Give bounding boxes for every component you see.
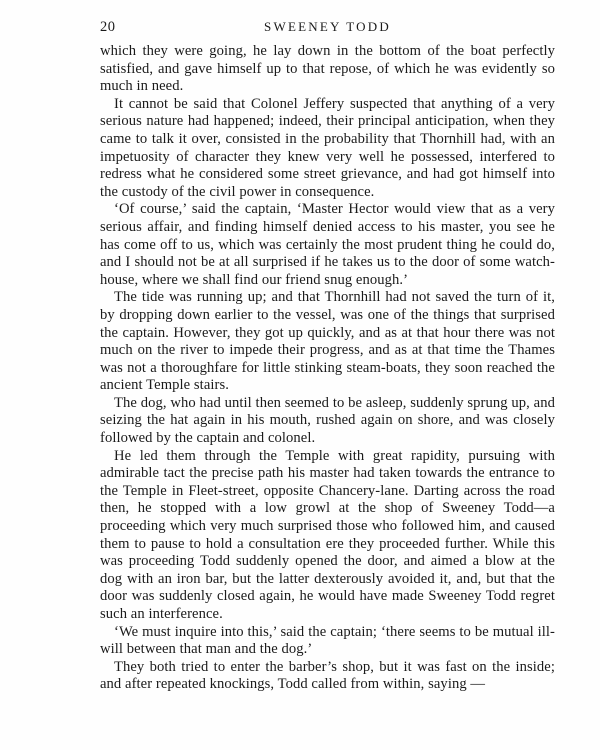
paragraph: The dog, who had until then seemed to be asleep, suddenly sprung up, and seizing the hat again in his mouth, rushed again on shore, and was closely followed by the captain and colonel. — [100, 394, 555, 447]
page-header — [100, 19, 555, 39]
paragraph: The tide was running up; and that Thornhill had not saved the turn of it, by dropping down earlier to the vessel, was one of the things that surprised the captain. However, they got up quickly, and as at that hour there was not much on the river to impede their progress, and as at that time the Thames was not a thoroughfare for little stinking steam-boats, they soon reached the ancient Temple stairs. — [100, 289, 555, 394]
paragraph: It cannot be said that Colonel Jeffery suspected that anything of a very serious nature had happened; indeed, their principal anticipation, when they came to talk it over, consisted in the probability that Thornhill had, with an impetuosity of character they knew very well he possessed, interfered to redress what he considered some street grievance, and had got himself into the custody of the civil power in consequence. — [100, 95, 555, 200]
paragraph-continuation: which they were going, he lay down in the bottom of the boat perfectly satisfied, and gave himself up to that repose, of which he was evidently so much in need. — [100, 43, 555, 95]
running-title: SWEENEY TODD — [264, 19, 391, 34]
paragraph: He led them through the Temple with great rapidity, pursuing with admirable tact the precise path his master had taken towards the entrance to the Temple in Fleet-street, opposite Chancery-lane. Darting across the road then, he stopped with a low growl at the shop of Sweeney Todd—a proceeding which very much surprised those who followed him, and caused them to pause to hold a consultation ere they proceeded further. While this was proceeding Todd suddenly opened the door, and aimed a blow at the dog with an iron bar, but the latter dexterously avoided it, and, but that the door was suddenly closed again, he would have made Sweeney Todd regret such an interference. — [100, 447, 555, 622]
page-number: 20 — [100, 19, 116, 35]
paragraph: ‘Of course,’ said the captain, ‘Master Hector would view that as a very serious affair, and finding himself denied access to his master, you see he has come off to us, which was certainly the most prudent thing he could do, and I should not be at all surprised if he takes us to the door of some watch-house, where we shall find our friend snug enough.’ — [100, 201, 555, 288]
body-text — [100, 43, 555, 694]
paragraph: ‘We must inquire into this,’ said the captain; ‘there seems to be mutual ill-will between that man and the dog.’ — [100, 623, 555, 658]
paragraph: They both tried to enter the barber’s shop, but it was fast on the inside; and after repeated knockings, Todd called from within, saying — — [100, 658, 555, 693]
